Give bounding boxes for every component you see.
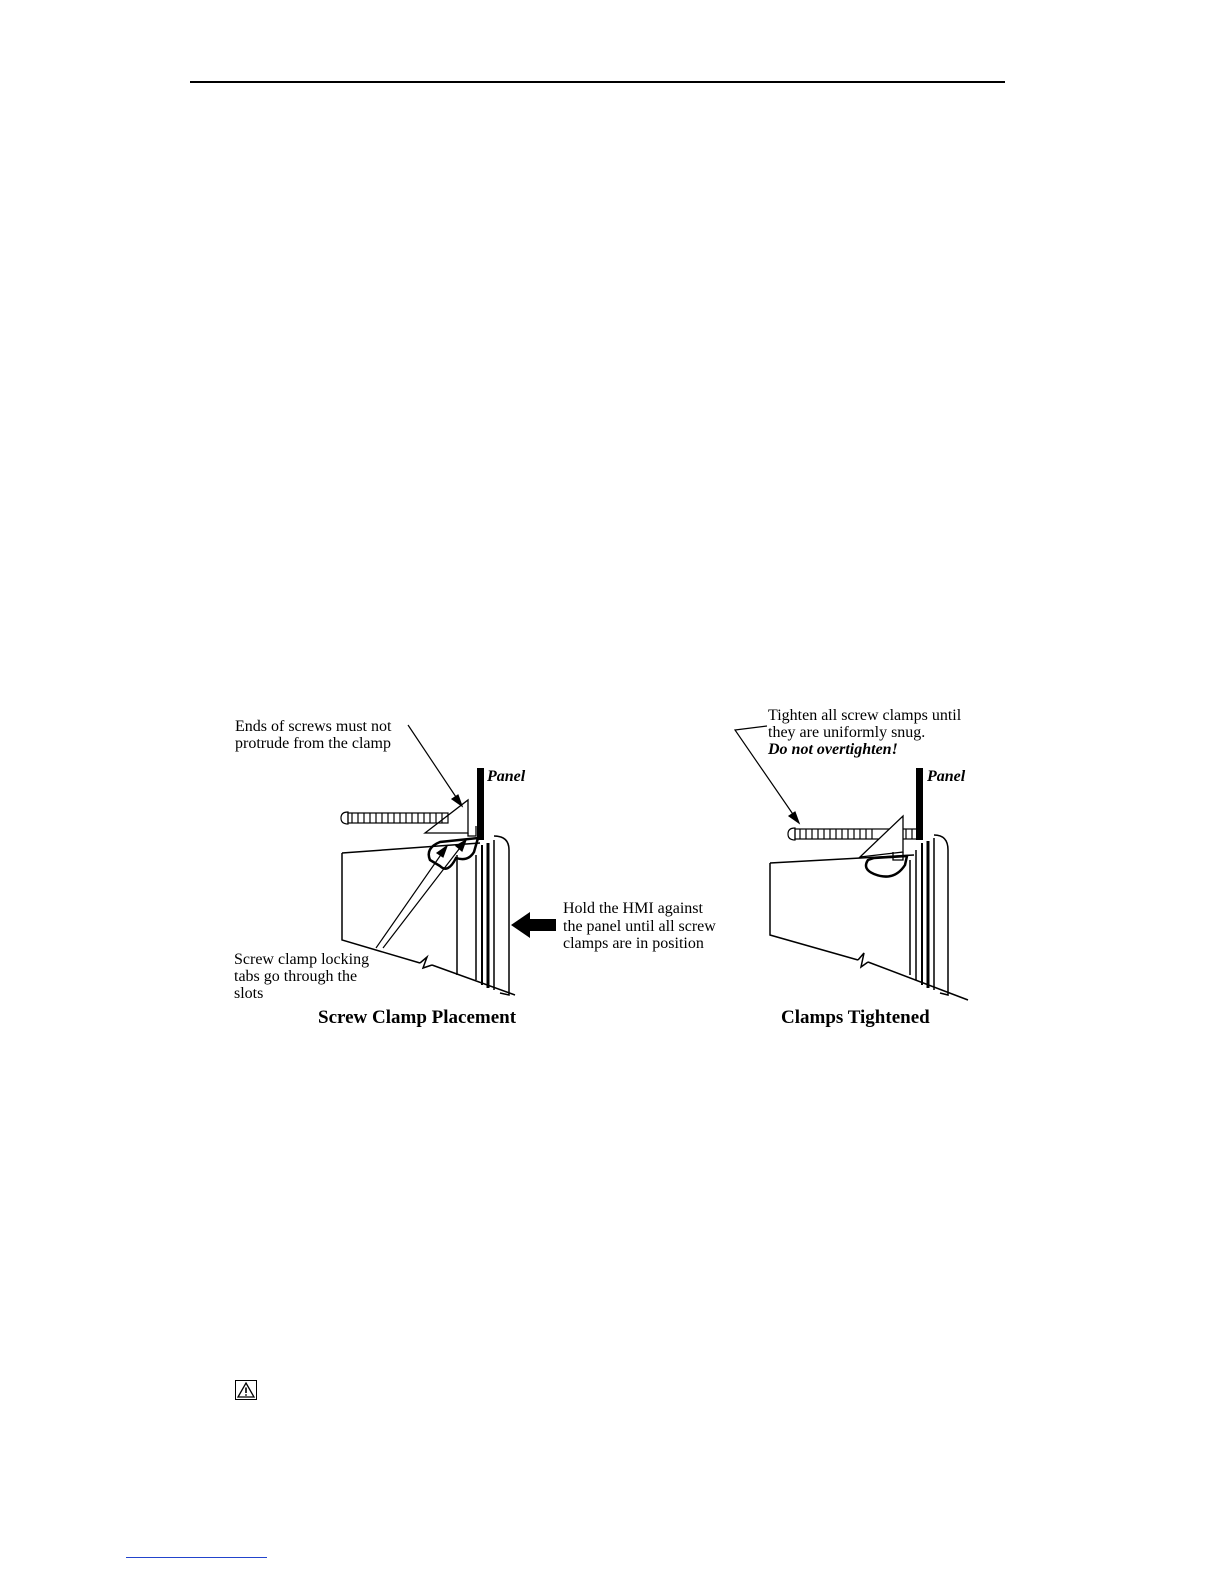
caption-right: Clamps Tightened — [781, 1007, 930, 1028]
leader-lines-left — [376, 725, 466, 948]
screw-left — [341, 812, 448, 824]
hmi-housing-left — [342, 836, 515, 995]
annotation-warning: Do not overtighten! — [768, 741, 898, 758]
right-figure — [735, 707, 968, 1028]
warning-triangle-icon — [235, 1380, 257, 1400]
push-arrow-icon — [511, 912, 556, 938]
caption-left: Screw Clamp Placement — [318, 1007, 517, 1028]
left-figure — [234, 718, 716, 1028]
annotation-hold-line2: the panel until all screw — [563, 918, 716, 935]
annotation-tighten-line2: they are uniformly snug. — [768, 724, 926, 741]
footer-rule — [126, 1557, 267, 1558]
annotation-tighten-line1: Tighten all screw clamps until — [768, 707, 962, 724]
panel-left — [477, 768, 484, 840]
annotation-hold-line1: Hold the HMI against — [563, 900, 703, 917]
annotation-hold-line3: clamps are in position — [563, 935, 704, 952]
annotation-screws-line1: Ends of screws must not — [235, 718, 392, 735]
annotation-screws-line2: protrude from the clamp — [235, 735, 391, 752]
annotation-tabs-line3: slots — [234, 985, 264, 1002]
annotation-tabs-line2: tabs go through the — [234, 968, 358, 985]
panel-label-right: Panel — [927, 768, 966, 785]
annotation-tabs-line1: Screw clamp locking — [234, 951, 370, 968]
panel-label-left: Panel — [487, 768, 526, 785]
clamp-right — [860, 816, 907, 877]
